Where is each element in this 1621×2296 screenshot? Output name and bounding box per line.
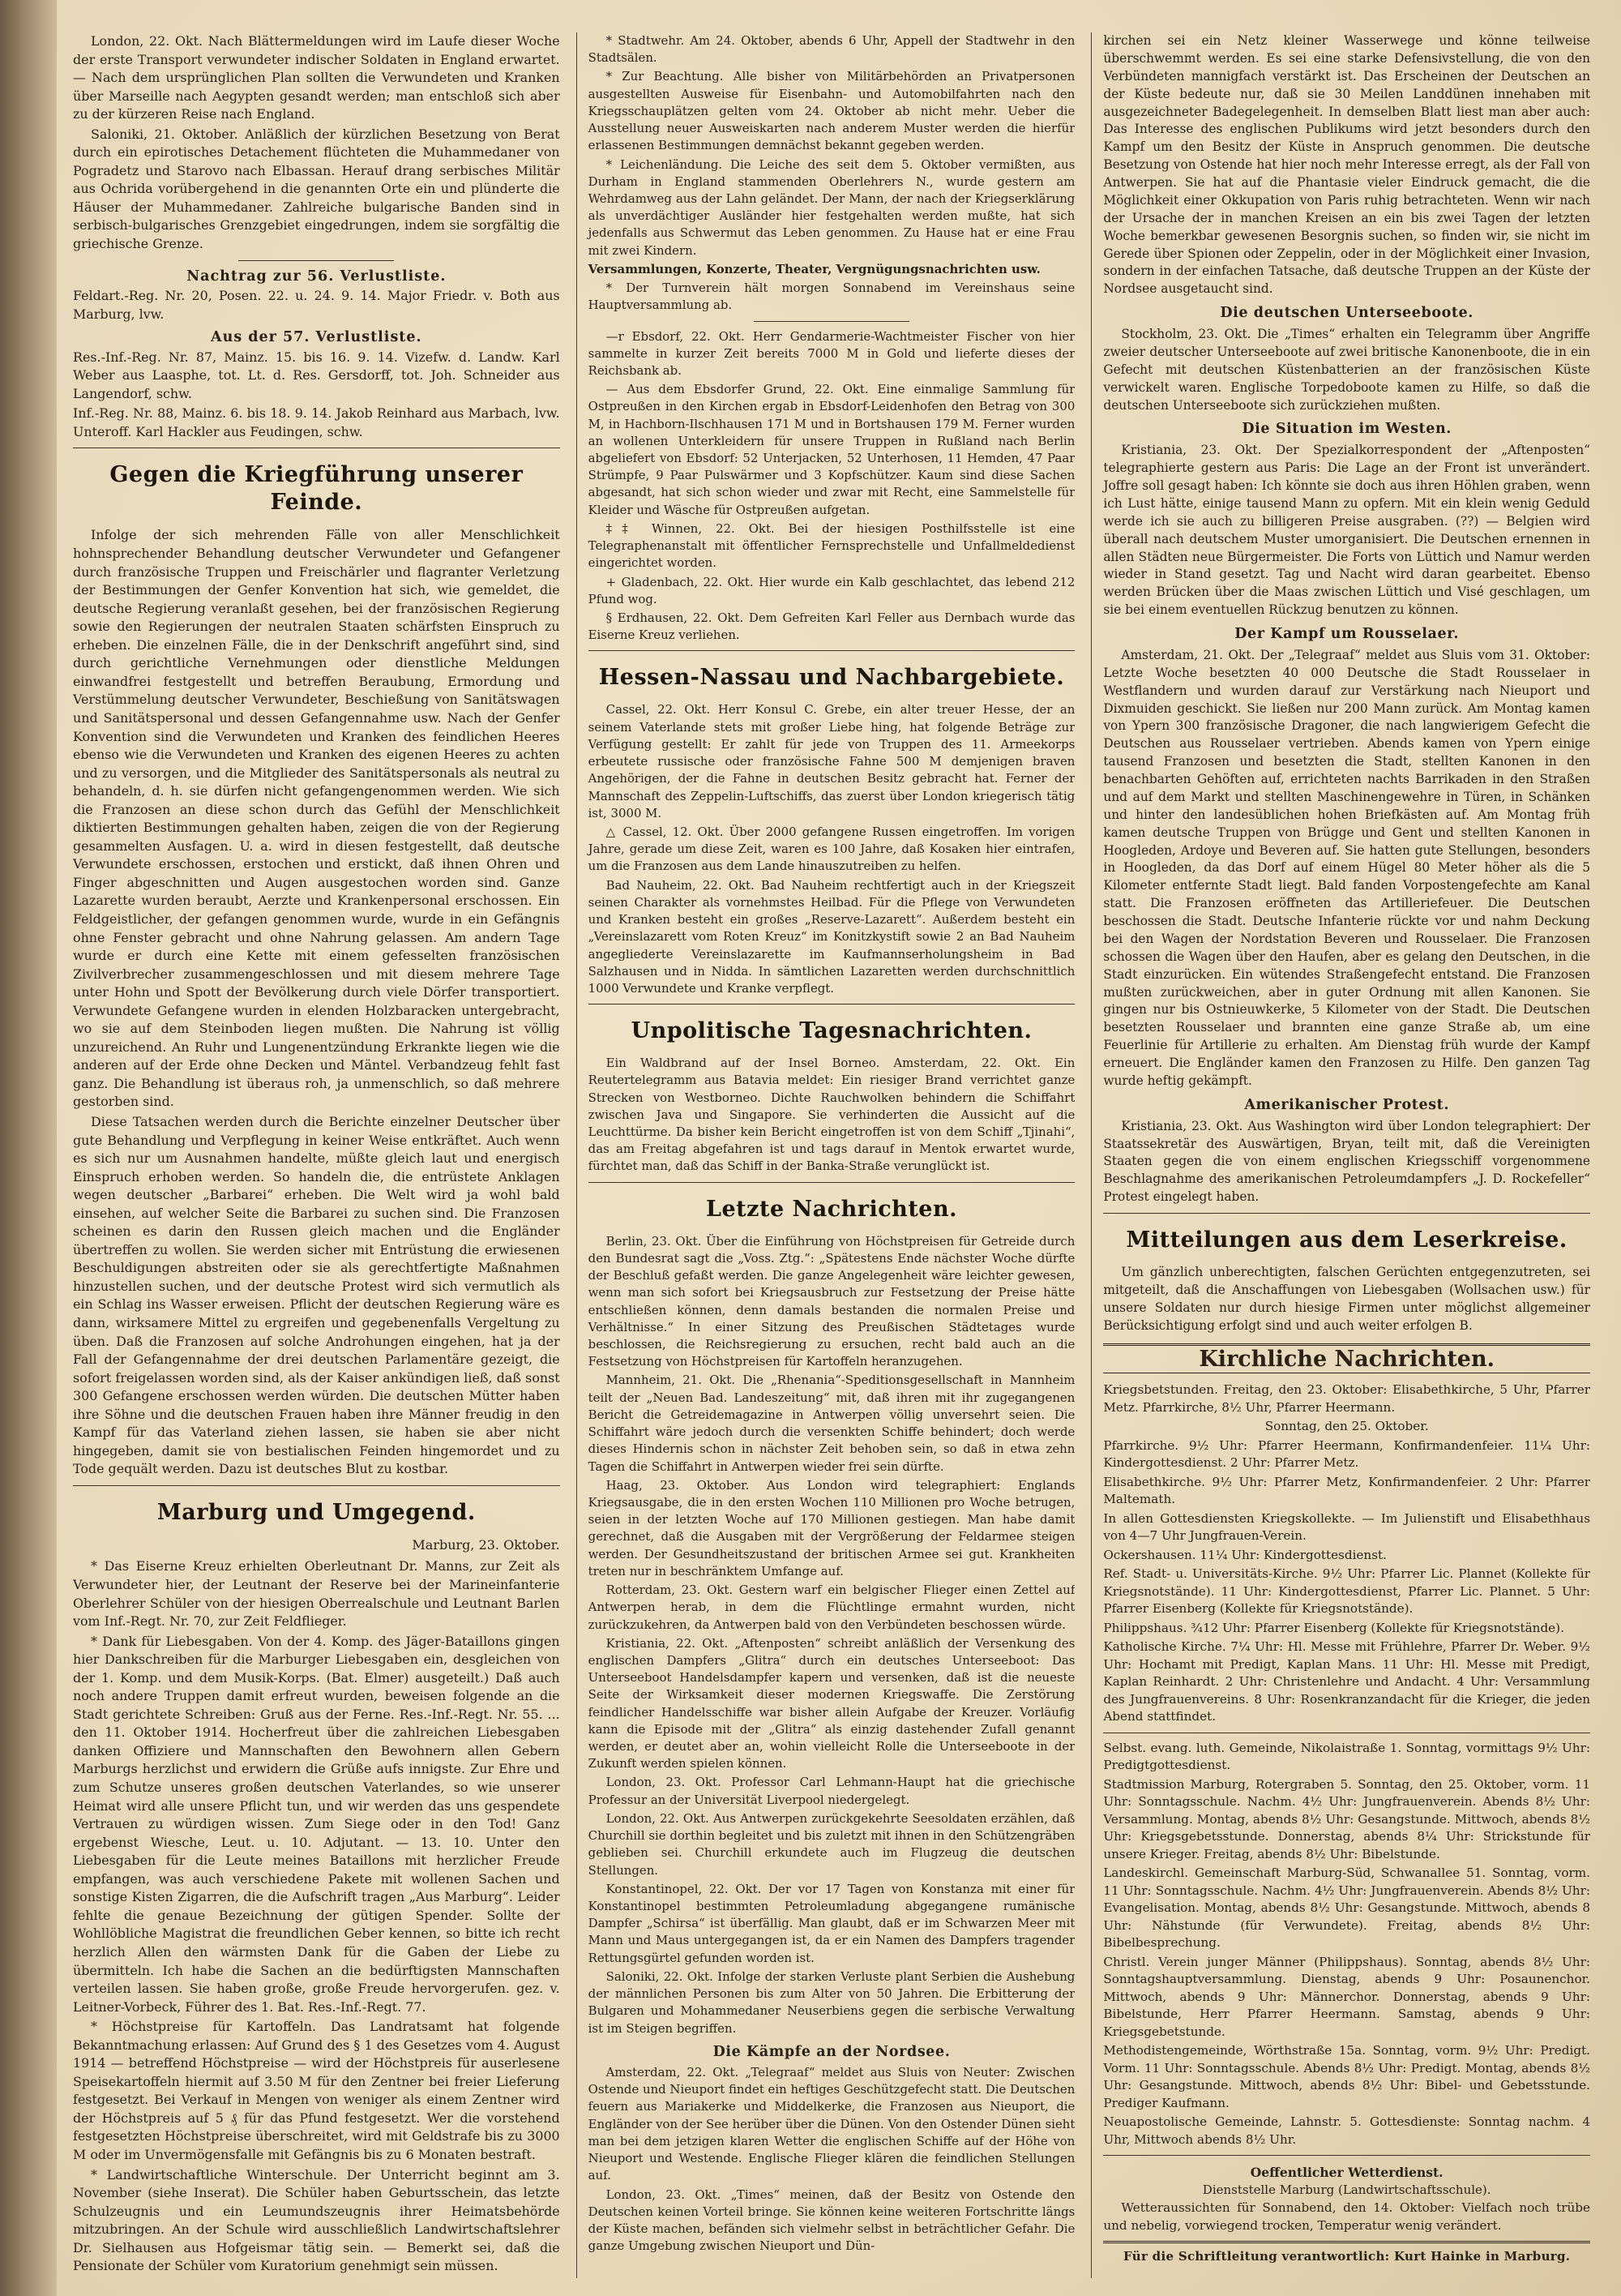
article-paragraph: Um gänzlich unberechtigten, falschen Gerüchten entgegenzutreten, sei mitgeteilt, daß die Anschaffungen von Liebesgaben (Wollsachen usw.) für unsere Soldaten nur durch hiesige Firmen unter möglichst allgemeiner Berücksichtigung erfolgt sind und auch weiter erfolgen B. <box>1103 1265 1591 1333</box>
article-paragraph: Amsterdam, 21. Okt. Der „Telegraaf“ meldet aus Sluis vom 31. Oktober: Letzte Woche besetzten 40 000 Deutsche die Stadt Rousselaer in Westflandern und wurden darauf zur Verstärkung nach Nieuport und Dixmuiden geschickt. Sie ließen nur 200 Mann zurück. Am Montag kamen von Ypern 300 französische Dragoner, die nach langwierigem Gefecht die Deutschen aus Rousselaer vertrieben. Abends kamen von Ypern einige tausend Franzosen und besetzten die Stadt, stellten Kanonen in den benachbarten Gehöften auf, errichteten nachts Barrikaden in den Straßen und auf dem Markt und stellten Maschinengewehre in Türen, in Schänken und hinter den landesüblichen hohen Briefkästen auf. Am Montag früh kamen deutsche Truppen von Brügge und Gent und stellten Kanonen in Hoogleden, Ardoye und Beveren auf. Sie hatten gute Stellungen, besonders in Hoogleden, da das Dorf auf einem Hügel 80 Meter höher als die 5 Kilometer entfernte Stadt liegt. Bald fanden Vorpostengefechte am Kanal statt. Die Franzosen eröffneten das Artilleriefeuer. Die Deutschen beschossen die Stadt. Deutsche Infanterie rückte vor und nahm Deckung bei den Wagen der Nordstation Beveren und Rousselaer. Die Franzosen schossen die Wagen über den Haufen, aber es gelang den Deutschen, in die Stadt einzurücken. Ein wütendes Straßengefecht entstand. Die Franzosen mußten zurückweichen, aber in guter Ordnung mit allen Kanonen. Sie gingen nur bis Ostnieuwkerke, 5 Kilometer von der Stadt. Die Deutschen besetzten Rousselaer und brannten eine ganze Straße ab, um eine Feuerlinie für Artillerie zu erhalten. Am Dienstag früh wurde der Kampf erneuert. Die Engländer kamen den Franzosen zu Hilfe. Den ganzen Tag wurde heftig gekämpft. <box>1103 647 1591 1088</box>
casualty-entry: Inf.-Reg. Nr. 88, Mainz. 6. bis 18. 9. 14. Jakob Reinhard aus Marbach, lvw. Unteroff. Karl Hackler aus Feudingen, schw. <box>73 405 560 439</box>
leserkreise-title: Mitteilungen aus dem Leserkreise. <box>1126 1227 1568 1253</box>
weather-head: Oeffentlicher Wetterdienst. <box>1250 2165 1444 2181</box>
article-paragraph: * Leichenländung. Die Leiche des seit dem 5. Oktober vermißten, aus Durham in England stammenden Oberlehrers N., wurde gestern am Wehrdamweg aus der Lahn geländet. Der Mann, der nach der Kriegserklärung als unverdächtiger Ausländer hier festgehalten werden mußte, hat sich jedenfalls aus Schwermut das Leben genommen. Zu Hause hat er eine Frau mit zwei Kindern. <box>588 156 1076 258</box>
church-entry: Katholische Kirche. 7¼ Uhr: Hl. Messe mit Frühlehre, Pfarrer Dr. Weber. 9½ Uhr: Hochamt mit Predigt, Kaplan Mans. 11 Uhr: Hl. Messe mit Predigt, Kaplan Reinhardt. 2 Uhr: Christenlehre und Andacht. 4 Uhr: Versammlung des Jungfrauenvereins. 8 Uhr: Rosenkranzandacht für die Krieger, die jeden Abend stattfindet. <box>1103 1639 1591 1724</box>
marburg-title: Marburg und Umgegend. <box>156 1499 476 1525</box>
church-entry: Ref. Stadt- u. Universitäts-Kirche. 9½ Uhr: Pfarrer Lic. Plannet (Kollekte für Kriegsnotstände). 11 Uhr: Kindergottesdienst, Pfarrer Lic. Plannet. 5 Uhr: Pfarrer Eisenberg (Kollekte für Kriegsnotstände). <box>1103 1566 1591 1617</box>
letzte-title: Letzte Nachrichten. <box>706 1196 957 1222</box>
versammlungen-head: Versammlungen, Konzerte, Theater, Vergnügungsnachrichten usw. <box>588 261 1041 276</box>
article-paragraph: London, 22. Okt. Nach Blättermeldungen wird im Laufe dieser Woche der erste Transport verwundeter indischer Soldaten in England erwartet. — Nach dem ursprünglichen Plan sollten die Verwundeten und Kranken über Marseille nach Aegypten gesandt werden; man entschloß sich aber zu der kürzeren Reise nach England. <box>73 33 560 122</box>
article-paragraph: —r Ebsdorf, 22. Okt. Herr Gendarmerie-Wachtmeister Fischer von hier sammelte in kurzer Zeit bereits 7000 M in Gold und lieferte dieses der Reichsbank ab. <box>588 328 1076 378</box>
column-1 <box>73 32 560 2278</box>
article-paragraph: + Gladenbach, 22. Okt. Hier wurde ein Kalb geschlachtet, das lebend 212 Pfund wog. <box>588 574 1076 606</box>
casualty-entry: Res.-Inf.-Reg. Nr. 87, Mainz. 15. bis 16. 9. 14. Vizefw. d. Landw. Karl Weber aus Laasphe, tot. Lt. d. Res. Gersdorff, tot. Joh. Schneider aus Langendorf, schw. <box>73 349 560 401</box>
weather-subhead: Dienststelle Marburg (Landwirtschaftsschule). <box>1202 2182 1491 2198</box>
article-paragraph: Mannheim, 21. Okt. Die „Rhenania“-Speditionsgesellschaft in Mannheim teilt der „Neuen Bad. Landeszeitung“ mit, daß ihren mit ihr zugegangenen Bericht die Getreidemagazine in Antwerpen völlig unversehrt seien. Die Schiffahrt wäre jedoch durch die versenkten Schiffe behindert; doch werde dieses Hindernis schon in nächster Zeit behoben sein, so daß in etwa zehn Tagen die Schiffahrt in Antwerpen wieder frei sein dürfte. <box>588 1373 1076 1474</box>
church-entry: Pfarrkirche. 9½ Uhr: Pfarrer Heermann, Konfirmandenfeier. 11¼ Uhr: Kindergottesdienst. 2 Uhr: Pfarrer Metz. <box>1103 1437 1591 1471</box>
kriegsfuehrung-title: Gegen die Kriegführung unserer Feinde. <box>109 462 524 516</box>
article-paragraph: * Stadtwehr. Am 24. Oktober, abends 6 Uhr, Appell der Stadtwehr in den Stadtsälen. <box>588 33 1076 66</box>
church-entry: Philippshaus. ¾12 Uhr: Pfarrer Eisenberg (Kollekte für Kriegsnotstände). <box>1103 1620 1564 1635</box>
article-paragraph: § Erdhausen, 22. Okt. Dem Gefreiten Karl Feller aus Dernbach wurde das Eiserne Kreuz verliehen. <box>588 610 1076 643</box>
church-entry: In allen Gottesdiensten Kriegskollekte. — Im Julienstift und Elisabethhaus von 4—7 Uhr Jungfrauen-Verein. <box>1103 1510 1591 1544</box>
article-paragraph: * Dank für Liebesgaben. Von der 4. Komp. des Jäger-Bataillons gingen hier Dankschreiben für die Marburger Liebesgaben ein, desgleichen von der 1. Komp. und dem Musik-Korps. (Bat. Elmer) ausgeteilt.) Daß auch noch andere Truppen damit erfreut wurden, beweisen folgende an die Stadt gerichtete Schreiben: Gruß aus der Ferne. Res.-Inf.-Regt. Nr. 55. ... den 11. Oktober 1914. Hocherfreut über die zahlreichen Liebesgaben danken Offiziere und Mannschaften den Bewohnern allen Gebern Marburgs herzlichst und erwidern die Grüße aufs innigste. Zur Ehre und zum Schutze unseres großen deutschen Vaterlandes, so wie unserer Heimat wird alle unsere Pflicht tun, und wir werden das uns gespendete Vertrauen zu würdigen wissen. Zum Siege oder in den Tod! Ganz ergebenst Wiesche, Leut. u. 10. Adjutant. — 13. 10. Unter den Liebesgaben für die Leute meines Bataillons mit herzlicher Freude empfangen, was auch verschiedene Pakete mit wollenen Sachen und sonstige Kisten Zigarren, die die Aufschrift tragen „Aus Marburg“. Leider fehlte die genaue Bezeichnung der gütigen Spender. Sollte der Wohllöbliche Magistrat die freundlichen Geber kennen, so bitte ich recht herzlich Allen den wärmsten Dank für die Gaben der Liebe zu übermitteln. Ich habe die Sachen an die bedürftigsten Mannschaften verteilen lassen. Sie haben große, große Freude hervorgerufen. gez. v. Leitner-Vorbeck, Führer des 1. Bat. Res.-Inf.-Regt. 77. <box>73 1633 560 2015</box>
article-paragraph: Konstantinopel, 22. Okt. Der vor 17 Tagen von Konstanza mit einer für Konstantinopel bestimmten Petroleumladung abgegangene rumänische Dampfer „Schirsa“ ist überfällig. Man glaubt, daß er im Schwarzen Meer mit Mann und Maus untergegangen ist, da er ein Namen des Dampfers tragender Rettungsgürtel gefunden worden ist. <box>588 1881 1076 1965</box>
church-entry: Stadtmission Marburg, Rotergraben 5. Sonntag, den 25. Oktober, vorm. 11 Uhr: Sonntagsschule. Nachm. 4½ Uhr: Jungfrauenverein. Abends 8½ Uhr: Versammlung. Montag, abends 8½ Uhr: Gesangstunde. Mittwoch, abends 8½ Uhr: Kriegsgebetsstunde. Donnerstag, abends 8¼ Uhr: Strickstunde für unsere Krieger. Freitag, abends 8½ Uhr: Bibelstunde. <box>1103 1776 1591 1861</box>
article-paragraph: Stockholm, 23. Okt. Die „Times“ erhalten ein Telegramm über Angriffe zweier deutscher Unterseeboote auf zwei britische Kanonenboote, die in ein Gefecht mit deutschen Küstenbatterien an der französischen Küste verwickelt waren. Englische Torpedoboote kamen zu Hilfe, so daß die deutschen Unterseeboote sich zurückziehen mußten. <box>1103 327 1591 413</box>
divider <box>73 1485 560 1486</box>
church-entry: Neuapostolische Gemeinde, Lahnstr. 5. Gottesdienste: Sonntag nachm. 4 Uhr, Mittwoch abends 8½ Uhr. <box>1103 2114 1591 2147</box>
article-paragraph: Kristiania, 22. Okt. „Aftenposten“ schreibt anläßlich der Versenkung des englischen Dampfers „Glitra“ durch ein deutsches Unterseeboot: Das Unterseeboot Handelsdampfer kapern und versenken, daß ist die neueste Seite der Wirksamkeit dieser modernen Kriegswaffe. Die Zerstörung feindlicher Handelsschiffe war bisher allein Aufgabe der Kreuzer. Vorläufig kann die Episode mit der „Glitra“ als einzig dastehender Zufall genannt werden, er deutet aber an, wohin vielleicht Rolle die Unterseeboote in der Zukunft werden spielen können. <box>588 1635 1076 1771</box>
divider <box>754 321 909 322</box>
weather-text: Wetteraussichten für Sonnabend, den 14. Oktober: Vielfach noch trübe und nebelig, vorwiegend trocken, Temperatur wenig verändert. <box>1103 2200 1591 2233</box>
church-entry: Methodistengemeinde, Wörthstraße 15a. Sonntag, vorm. 9½ Uhr: Predigt. Vorm. 11 Uhr: Sonntagsschule. Abends 8½ Uhr: Predigt. Montag, abends 8½ Uhr: Gesangstunde. Mittwoch, abends 8½ Uhr: Bibel- und Gebetsstunde. Prediger Kaufmann. <box>1103 2043 1591 2110</box>
article-paragraph: * Das Eiserne Kreuz erhielten Oberleutnant Dr. Manns, zur Zeit als Verwundeter hier, der Leutnant der Reserve bei der Marineinfanterie Oberlehrer Schüler von der hiesigen Oberrealschule und Leutnant Barlen vom Inf.-Regt. Nr. 70, zur Zeit Feldflieger. <box>73 1558 560 1630</box>
church-entry: Ockershausen. 11¼ Uhr: Kindergottesdienst. <box>1103 1547 1387 1562</box>
column-3 <box>1091 32 1590 2278</box>
article-paragraph: London, 23. Okt. „Times“ meinen, daß der Besitz von Ostende den Deutschen keinen Vorteil bringe. Sie können keine weiteren Fortschritte längs der Küste machen, befänden sich vielmehr selbst in beträchtlicher Gefahr. Die ganze Umgebung zwischen Nieuport und Dün- <box>588 2187 1076 2254</box>
article-paragraph: * Höchstpreise für Kartoffeln. Das Landratsamt hat folgende Bekanntmachung erlassen: Auf Grund des § 1 des Gesetzes vom 4. August 1914 — betreffend Höchstpreise — wird der Höchstpreis für auserlesene Speisekartoffeln hiermit auf 3.50 M für den Zentner bei freier Lieferung festgesetzt. Bei Verkauf in Mengen von weniger als einem Zentner wird der Höchstpreis auf 5 ₰ für das Pfund festgesetzt. Wer die vorstehend festgesetzten Höchstpreise überschreitet, wird mit Geldstrafe bis zu 3000 M oder im Unvermögensfalle mit Gefängnis bis zu 6 Monaten bestraft. <box>73 2019 560 2162</box>
article-paragraph: kirchen sei ein Netz kleiner Wasserwege und könne teilweise überschwemmt werden. Es sei eine starke Defensivstellung, die von den Verbündeten mannigfach verstärkt ist. Das Erscheinen der Deutschen an der Küste bedeute nur, daß sie 30 Meilen Landdünen innehaben mit ausgezeichneter Badegelegenheit. In demselben Blatt liest man aber auch: Das Interesse des englischen Publikums wird jetzt besonders durch den Kampf um den Besitz der Küste in Anspruch genommen. Die deutsche Besetzung von Ostende hat hier noch mehr Interesse erregt, als der Fall von Antwerpen. Sie hat auf die Phantasie vieler Eindruck gemacht, die die Möglichkeit einer Okkupation von Paris ruhig betrachteten. Wenn wir nach der Ursache der in manchen Kreisen an ein bis zwei Tagen der letzten Woche bemerkbar gewesenen Besorgnis suchen, so finden wir, sie nicht im Gerede über Spionen oder Zeppelin, oder in der Möglichkeit einer Invasion, sondern in der einfachen Tatsache, daß deutsche Truppen an der Küste der Nordsee ausgetaucht sind. <box>1103 33 1591 297</box>
kirchliche-nachrichten-title: Kirchliche Nachrichten. <box>1103 1343 1590 1374</box>
church-entry: Kriegsbetstunden. Freitag, den 23. Oktober: Elisabethkirche, 5 Uhr, Pfarrer Metz. Pfarrkirche, 8½ Uhr, Pfarrer Heermann. <box>1103 1382 1591 1415</box>
nordsee-head: Die Kämpfe an der Nordsee. <box>712 2043 951 2060</box>
article-paragraph: Cassel, 22. Okt. Herr Konsul C. Grebe, ein alter treuer Hesse, der an seinem Vaterlande stets mit großer Liebe hing, hat folgende Beträge zur Verfügung gestellt: Er zahlt für jede von Truppen des 11. Armeekorps erbeutete russische oder französische Fahne 500 M demjenigen braven Angehörigen, der die Fahne in deutschen Besitz gebracht hat. Ferner der Mannschaft des Zeppelin-Luftschiffs, das zuerst über London kriegerisch tätig ist, 3000 M. <box>588 702 1076 820</box>
article-paragraph: London, 23. Okt. Professor Carl Lehmann-Haupt hat die griechische Professur an der Universität Liverpool niedergelegt. <box>588 1775 1076 1807</box>
article-paragraph: Bad Nauheim, 22. Okt. Bad Nauheim rechtfertigt auch in der Kriegszeit seinen Charakter als vornehmstes Heilbad. Für die Pflege von Verwundeten und Kranken besteht ein großes „Reserve-Lazarett“. Außerdem besteht ein „Vereinslazarett vom Roten Kreuz“ im Konitzkystift sowie 2 an Bad Nauheim angegliederte Vereinslazarette im Kaufmannserholungsheim in Bad Salzhausen und in Nidda. In sämtlichen Lazaretten werden durchschnittlich 1000 Verwundete und Kranke verpflegt. <box>588 877 1076 996</box>
article-paragraph: Saloniki, 22. Okt. Infolge der starken Verluste plant Serbien die Aushebung der männlichen Personen bis zum Alter von 50 Jahren. Die Erbitterung der Bulgaren und Mohammedaner Neuserbiens gegen die serbische Verwaltung ist im Steigen begriffen. <box>588 1968 1076 2036</box>
divider <box>588 650 1076 651</box>
article-paragraph: Rotterdam, 23. Okt. Gestern warf ein belgischer Flieger einen Zettel auf Antwerpen herab, in dem die Flüchtlinge ermahnt wurden, nicht zurückzukehren, da Antwerpen bald von den Verbündeten beschossen würde. <box>588 1583 1076 1632</box>
protest-head: Amerikanischer Protest. <box>1244 1096 1450 1113</box>
article-paragraph: Amsterdam, 22. Okt. „Telegraaf“ meldet aus Sluis von Neuter: Zwischen Ostende und Nieuport findet ein heftiges Geschützgefecht statt. Die Deutschen feuern aus Mariakerke und Middelkerke, die Franzosen aus Nieuport, die Engländer von der See herüber über die Dünen. Von den Ostender Dünen sieht man bei dem jetzigen klaren Wetter die englischen Schiffe auf der Höhe von Nieuport und Westende. Englische Flieger klären die feindlichen Stellungen auf. <box>588 2064 1076 2183</box>
article-paragraph: Kristiania, 23. Okt. Aus Washington wird über London telegraphiert: Der Staatssekretär des Auswärtigen, Bryan, teilt mit, daß die Vereinigten Staaten gegen die von einem englischen Kriegsschiff vorgenommene Beschlagnahme des amerikanischen Petroleumdampfers „J. D. Rockefeller“ Protest eingelegt haben. <box>1103 1118 1591 1205</box>
church-entry: Christl. Verein junger Männer (Philippshaus). Sonntag, abends 8½ Uhr: Sonntagshauptversammlung. Dienstag, abends 9 Uhr: Posaunenchor. Mittwoch, abends 9 Uhr: Männerchor. Donnerstag, abends 9 Uhr: Bibelstunde, Herr Pfarrer Heermann. Samstag, abends 9 Uhr: Kriegsgebetstunde. <box>1103 1954 1591 2039</box>
article-paragraph: ‡‡ Winnen, 22. Okt. Bei der hiesigen Posthilfsstelle ist eine Telegraphenanstalt mit öffentlicher Fernsprechstelle und Unfallmeldedienst eingerichtet worden. <box>588 520 1076 571</box>
unpolitische-title: Unpolitische Tagesnachrichten. <box>631 1018 1033 1044</box>
divider <box>1103 2155 1590 2156</box>
article-paragraph: London, 22. Okt. Aus Antwerpen zurückgekehrte Seesoldaten erzählen, daß Churchill sie dorthin begleitet und bis zuletzt mit ihnen in den Schützengräben geblieben sei. Churchill erkundete auch im Flugzeug die deutschen Stellungen. <box>588 1810 1076 1878</box>
article-paragraph: △ Cassel, 12. Okt. Über 2000 gefangene Russen eingetroffen. Im vorigen Jahre, gerade um diese Zeit, waren es 100 Jahre, daß Kosaken hier eintrafen, um die Franzosen aus dem Lande hinauszutreiben zu helfen. <box>588 824 1076 874</box>
hessen-title: Hessen-Nassau und Nachbargebiete. <box>598 665 1065 691</box>
article-paragraph: * Zur Beachtung. Alle bisher von Militärbehörden an Privatpersonen ausgestellten Ausweise für Eisenbahn- und Automobilfahrten nach den Kriegsschauplätzen gelten vom 24. Oktober ab nicht mehr. Ueber die Ausstellung neuer Ausweiskarten nach anderem Muster werden die hierfür erlassenen Bestimmungen demnächst bekannt gegeben werden. <box>588 69 1076 153</box>
church-entry: Landeskirchl. Gemeinschaft Marburg-Süd, Schwanallee 51. Sonntag, vorm. 11 Uhr: Sonntagsschule. Nachm. 4½ Uhr: Jungfrauenverein. Abends 8½ Uhr: Evangelisation. Montag, abends 8½ Uhr: Gesangstunde. Mittwoch, abends 8 Uhr: Nähstunde (für Verwundete). Freitag, abends 8½ Uhr: Bibelbesprechung. <box>1103 1866 1591 1951</box>
westen-head: Die Situation im Westen. <box>1242 421 1452 438</box>
columns <box>73 32 1590 2278</box>
church-entry: Elisabethkirche. 9½ Uhr: Pfarrer Metz, Konfirmandenfeier. 2 Uhr: Pfarrer Maltemath. <box>1103 1474 1591 1507</box>
article-paragraph: Diese Tatsachen werden durch die Berichte einzelner Deutscher über gute Behandlung und Verpflegung in keiner Weise entkräftet. Auch wenn es sich nur um Ausnahmen handelte, müßte gleich laut und energisch Einspruch erhoben werden. So handeln die, die entrüstete Anklagen wegen deutscher „Barbarei“ erheben. Die Welt wird ja wohl bald einsehen, auf welcher Seite die Barbarei zu suchen sind. Die Franzosen scheinen es darin den Russen gleich machen und die Engländer übertreffen zu wollen. Sie werden sicher mit Entrüstung die erwiesenen Beschuldigungen abstreiten oder sie als gerechtfertigte Maßnahmen hinzustellen suchen, und der deutsche Protest wird sich vermutlich als ein Schlag ins Wasser erweisen. Pflicht der deutschen Regierung wäre es dann, wirksamere Mittel zu ergreifen und gegebenenfalls Vergeltung zu üben. Daß die Franzosen auf solche Androhungen eingehen, hat ja der Fall der Gefangennahme der drei deutschen Parlamentäre gezeigt, die sofort freigelassen worden sind, als der Kaiser ankündigen ließ, daß sonst 300 Gefangene erschossen werden würden. Die deutschen Mütter haben ihre Söhne und die deutschen Frauen haben ihre Männer freudig in den Kampf für das Vaterland ziehen lassen, sie haben sie aber nicht hingegeben, damit sie von bestialischen Feinden hingemordet und zu Tode gequält werden. Dazu ist deutsches Blut zu kostbar. <box>73 1113 560 1477</box>
article-paragraph: Infolge der sich mehrenden Fälle von aller Menschlichkeit hohnsprechender Behandlung deutscher Verwundeter und Gefangener durch französische Truppen und Freischärler und flagranter Verletzung der Bestimmungen der Genfer Konvention hat sich, wie gemeldet, die deutsche Regierung veranlaßt gesehen, bei der französischen Regierung sowie den Regierungen der neutralen Staaten schärfsten Einspruch zu erheben. Die einzelnen Fälle, die in der Denkschrift angeführt sind, sind durch gerichtliche Vernehmungen oder dienstliche Meldungen einwandfrei festgestellt und betreffen Beraubung, Ermordung und Verstümmelung deutscher Verwundeter, Beschießung von Sanitätswagen und Sanitätspersonal und dessen Gefangennahme usw. Nach der Genfer Konvention sind die Verwundeten und Kranken des feindlichen Heeres ebenso wie die Verwundeten und Kranken des eigenen Heeres zu achten und zu versorgen, und die Mitglieder des Sanitätspersonals als neutral zu behandeln, d. h. sie dürfen nicht gefangengenommen werden. Wie sich die Franzosen an diese schon durch das Gefühl der Menschlichkeit diktierten Bestimmungen gehalten haben, zeigen die von der Regierung gesammelten Ausfagen. U. a. wird in diesen festgestellt, daß deutsche Verwundete erschossen, erstochen und erstickt, daß ihnen Ohren und Finger abgeschnitten und Augen ausgestochen worden sind. Ganze Lazarette wurden beraubt, Aerzte und Krankenpersonal erschossen. Ein Feldgeistlicher, der gefangen genommen wurde, wurde in ein Gefängnis ohne Fenster gebracht und ohne Nahrung gelassen. Am andern Tage wurde er durch eine Kette mit einem gefesselten französischen Zivilverbrecher zusammengeschlossen und mit diesem mehrere Tage unter Hohn und Spott der Bevölkerung durch viele Dörfer transportiert. Verwundete Gefangene wurden in elenden Holzbaracken untergebracht, wo sie auf dem Steinboden liegen mußten. Die Nahrung ist völlig unzureichend. An Ruhr und Lungenentzündung Erkrankte liegen wie die anderen auf der Erde ohne Decken und Mäntel. Verbandzeug fehlt fast ganz. Die Behandlung ist überaus roh, ja unmenschlich, so daß mehrere gestorben sind. <box>73 527 560 1110</box>
article-paragraph: Berlin, 23. Okt. Über die Einführung von Höchstpreisen für Getreide durch den Bundesrat sagt die „Voss. Ztg.“: „Spätestens Ende nächster Woche dürfte der Beschluß gefaßt werden. Die ganze Angelegenheit wäre leichter gewesen, wenn man sich sofort bei Kriegsausbruch zur Festsetzung der Preise hätte entschließen können, denn damals bestanden die normalen Preise und Verhältnisse.“ In einer Sitzung des Preußischen Städtetages wurde beschlossen, die Reichsregierung zu ersuchen, recht bald auch an die Festsetzung von Höchstpreisen für Kartoffeln heranzugehen. <box>588 1233 1076 1369</box>
divider <box>588 1182 1076 1183</box>
church-entry: Sonntag, den 25. Oktober. <box>1264 1419 1429 1434</box>
article-paragraph: Ein Waldbrand auf der Insel Borneo. Amsterdam, 22. Okt. Ein Reutertelegramm aus Batavia meldet: Ein riesiger Brand verrichtet ganze Strecken von Westborneo. Dichte Rauchwolken behindern die Schiffahrt zwischen Java und Singapore. Sie verhinderten die Aussicht auf die Leuchttürme. Da bisher kein Bericht eingetroffen ist von dem Schiff „Tjinahi“, das am Freitag abgefahren ist und tags darauf in Mentok erwartet wurde, fürchtet man, daß das Schiff in der Banka-Straße verunglückt ist. <box>588 1056 1076 1174</box>
casualty-entry: Feldart.-Reg. Nr. 20, Posen. 22. u. 24. 9. 14. Major Friedr. v. Both aus Marburg, lvw. <box>73 288 560 322</box>
article-paragraph: * Landwirtschaftliche Winterschule. Der Unterricht beginnt am 3. November (siehe Inserat). Die Schüler haben Geburtsschein, das letzte Schulzeugnis und ein Leumundszeugnis ihrer Heimatsbehörde mitzubringen. An der Schule wird ausschließlich Landwirtschaftslehrer Dr. Sielhausen aus Hofgeismar tätig sein. — Bemerkt sei, daß die Pensionate der Schüler vom Kuratorium genehmigt sein müssen. <box>73 2166 560 2274</box>
unterseeboote-head: Die deutschen Unterseeboote. <box>1220 305 1473 322</box>
article-paragraph: — Aus dem Ebsdorfer Grund, 22. Okt. Eine einmalige Sammlung für Ostpreußen in den Kirchen ergab in Ebsdorf-Leidenhofen den Betrag von 300 M, in Hachborn-Ilschhausen 171 M und in Bortshausen 179 M. Ferner wurden an wollenen Unterkleidern für unsere Truppen in Rußland nach Berlin abgeliefert von Ebsdorf: 52 Unterjacken, 52 Unterhosen, 11 Hemden, 47 Paar Strümpfe, 9 Paar Pulswärmer und 3 Kopfschützer. Kaum sind diese Sachen abgesandt, hat sich schon wieder und zwar mit Recht, eine Sammelstelle für Kleider und Wäsche für Ostpreußen aufgetan. <box>588 382 1076 517</box>
church-schedule <box>1103 1381 1590 2148</box>
nachtrag-title: Nachtrag zur 56. Verlustliste. <box>186 268 447 285</box>
divider <box>238 260 394 261</box>
dateline: Marburg, 23. Oktober. <box>412 1536 560 1553</box>
liste57-title: Aus der 57. Verlustliste. <box>211 329 422 346</box>
article-paragraph: Saloniki, 21. Oktober. Anläßlich der kürzlichen Besetzung von Berat durch ein epirotisches Detachement flüchteten die Muhammedaner von Pogradetz und Starovo nach Elbassan. Herauf drang serbisches Militär aus Ochrida vorübergehend in die genannten Orte ein und plünderte die Häuser der Muhammedaner. Zahlreiche bulgarische Banden sind in serbisch-bulgarisches Grenzgebiet eingedrungen, indem sie sorgfältig die griechische Grenze. <box>73 126 560 252</box>
column-2 <box>576 32 1076 2278</box>
church-entry: Selbst. evang. luth. Gemeinde, Nikolaistraße 1. Sonntag, vormittags 9½ Uhr: Predigtgottesdienst. <box>1103 1740 1591 1773</box>
rousselaer-head: Der Kampf um Rousselaer. <box>1234 626 1460 642</box>
page-binding-shadow <box>0 0 57 2296</box>
article-paragraph: Kristiania, 23. Okt. Der Spezialkorrespondent der „Aftenposten“ telegraphierte gestern aus Paris: Die Lage an der Front ist unverändert. Joffre soll gesagt haben: Ich könnte sie doch aus ihren Höhlen graben, wenn ich Lust hätte, einige tausend Mann zu opfern. Mit ein klein wenig Geduld werde ich sie auch zu billigeren Preise ausgraben. (??) — Belgien wird überall nach deutschem Muster umorganisiert. Die Deutschen ernennen in allen Städten neue Bürgermeister. Die Forts von Lüttich und Namur werden wieder in Stand gesetzt. Tag und Nacht wird daran gearbeitet. Ebenso werden Brücken über die Maas zwischen Lüttich und Visé geschlagen, um sie bei einem eventuellen Rückzug benutzen zu können. <box>1103 443 1591 618</box>
article-paragraph: Haag, 23. Oktober. Aus London wird telegraphiert: Englands Kriegsausgabe, die in den ersten Wochen 110 Millionen pro Woche betrugen, seien in der letzten Woche auf 170 Millionen gestiegen. Man habe damit gerechnet, daß die Ausgaben mit der Vergrößerung der Feldarmee steigen werden. Der Gesundheitszustand der britischen Armee sei gut. Krankheiten treten nur in beschränktem Umfange auf. <box>588 1477 1076 1578</box>
divider <box>1103 1213 1590 1214</box>
editor-footer: Für die Schriftleitung verantwortlich: Kurt Hainke in Marburg. <box>1103 2241 1590 2266</box>
article-paragraph: * Der Turnverein hält morgen Sonnabend im Vereinshaus seine Hauptversammlung ab. <box>588 281 1076 313</box>
